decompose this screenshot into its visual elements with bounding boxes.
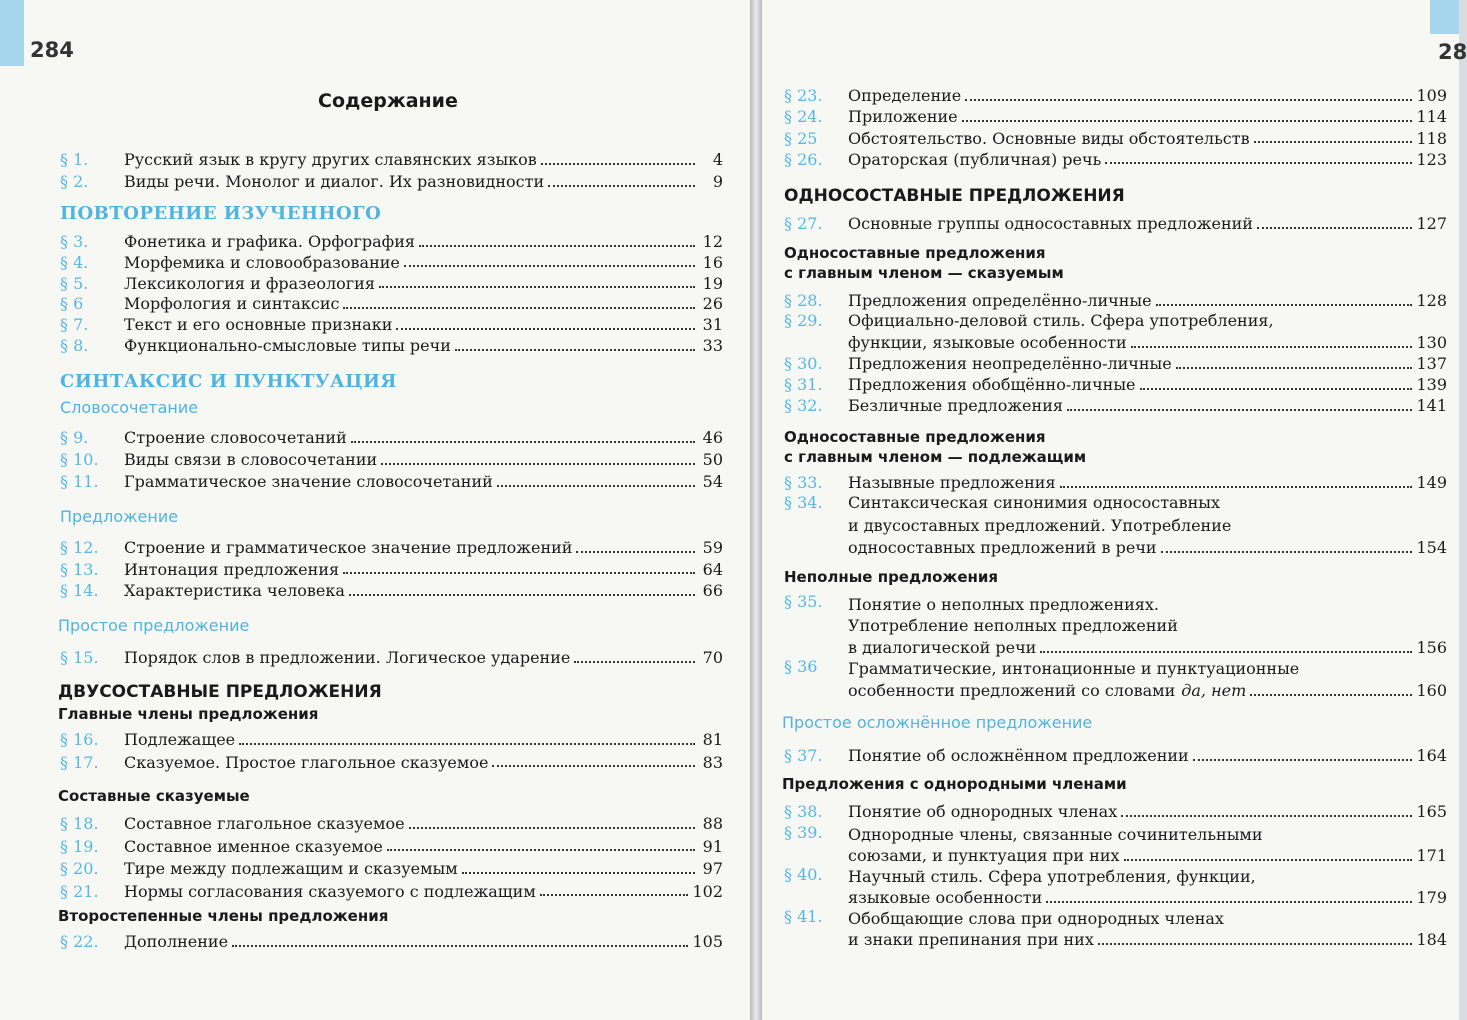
page-number-left: 284 xyxy=(30,38,74,62)
leader-dots xyxy=(497,485,695,487)
page-title: Содержание xyxy=(318,90,458,112)
entry-title-line: односоставных предложений в речи xyxy=(848,538,1157,557)
paragraph-number: § 23. xyxy=(784,86,823,105)
entry-title-line: Синтаксическая синонимия односоставных xyxy=(848,493,1221,512)
entry-title: Строение словосочетаний xyxy=(124,428,347,447)
toc-entry xyxy=(784,801,1447,822)
entry-title: Характеристика человека xyxy=(124,581,345,600)
paragraph-number: § 19. xyxy=(60,836,99,856)
leader-dots xyxy=(379,286,695,288)
entry-title-line: особенности предложений со словами xyxy=(848,681,1176,700)
leader-dots xyxy=(965,99,1412,101)
paragraph-number: § 35. xyxy=(784,592,823,611)
page-ref: 160 xyxy=(1416,681,1447,700)
paragraph-number: § 24. xyxy=(784,107,823,127)
toc-entry xyxy=(60,252,723,273)
paragraph-number: § 30. xyxy=(784,354,823,373)
subsection-main-members: Главные члены предложения xyxy=(58,705,319,723)
paragraph-number: § 18. xyxy=(60,814,99,833)
paragraph-number: § 20. xyxy=(60,859,99,878)
leader-dots xyxy=(1040,651,1412,653)
toc-entry xyxy=(60,647,723,668)
paragraph-number: § 41. xyxy=(784,907,823,926)
page-ref: 179 xyxy=(1416,888,1447,907)
entry-title-line: функции, языковые особенности xyxy=(848,333,1127,352)
leader-dots xyxy=(349,594,695,596)
paragraph-number: § 4. xyxy=(60,252,89,272)
leader-dots xyxy=(455,349,695,351)
page-ref: 165 xyxy=(1416,802,1447,821)
leader-dots xyxy=(1105,162,1412,164)
toc-entry xyxy=(60,314,723,335)
toc-entry xyxy=(784,745,1447,766)
leader-dots xyxy=(351,441,695,443)
toc-entry xyxy=(60,881,723,902)
entry-title: Дополнение xyxy=(124,932,229,951)
leader-dots xyxy=(541,163,695,165)
paragraph-number: § 31. xyxy=(784,375,823,394)
leader-dots xyxy=(409,827,695,829)
page-ref: 88 xyxy=(702,814,723,833)
entry-title: Приложение xyxy=(848,107,958,127)
page-ref: 105 xyxy=(692,932,723,951)
entry-title: Виды связи в словосочетании xyxy=(124,450,378,469)
paragraph-number: § 15. xyxy=(60,648,99,667)
toc-entry xyxy=(60,752,723,773)
entry-title-line: Официально-деловой стиль. Сфера употребления, xyxy=(848,311,1274,330)
entry-title-line: Однородные члены, связанные сочинительными xyxy=(848,825,1263,844)
entry-title: Составное именное сказуемое xyxy=(124,836,383,856)
toc-entry xyxy=(60,471,723,492)
subsection-compound: Составные сказуемые xyxy=(58,787,250,805)
entry-title: Грамматическое значение словосочетаний xyxy=(124,472,493,491)
toc-entry xyxy=(784,213,1447,234)
page-tab-left xyxy=(0,0,24,66)
entry-title-line: и знаки препинания при них xyxy=(848,930,1094,949)
entry-title-line: Обобщающие слова при однородных членах xyxy=(848,909,1224,928)
toc-entry xyxy=(784,85,1447,106)
entry-title: Понятие об осложнённом предложении xyxy=(848,746,1189,765)
page-ref: 54 xyxy=(702,472,723,491)
toc-entry xyxy=(784,472,1447,493)
page-ref: 64 xyxy=(702,559,723,579)
paragraph-number: § 39. xyxy=(784,823,823,842)
page-ref: 9 xyxy=(712,172,723,191)
entry-title: Функционально-смысловые типы речи xyxy=(124,336,451,355)
leader-dots xyxy=(419,245,695,247)
page-tab-right xyxy=(1430,0,1459,34)
entry-title: Назывные предложения xyxy=(848,473,1056,492)
toc-entry xyxy=(784,290,1447,311)
paragraph-number: § 8. xyxy=(60,336,89,355)
paragraph-number: § 6 xyxy=(60,294,84,314)
entry-title: Определение xyxy=(848,86,962,105)
subsection-predicate-1: Односоставные предложения xyxy=(784,244,1046,262)
leader-dots xyxy=(1250,694,1412,696)
paragraph-number: § 26. xyxy=(784,149,823,169)
leader-dots xyxy=(1060,486,1413,488)
page-ref: 139 xyxy=(1416,375,1447,394)
paragraph-number: § 12. xyxy=(60,538,99,557)
page-ref: 31 xyxy=(702,315,723,335)
leader-dots xyxy=(381,463,695,465)
entry-title: Порядок слов в предложении. Логическое ударение xyxy=(124,648,571,667)
paragraph-number: § 11. xyxy=(60,472,99,491)
subsection-phrase: Словосочетание xyxy=(60,398,199,417)
leader-dots xyxy=(387,849,695,851)
leader-dots xyxy=(404,265,695,267)
page-ref: 127 xyxy=(1416,214,1447,233)
toc-entry-last-line xyxy=(848,637,1447,658)
entry-title: Нормы согласования сказуемого с подлежащим xyxy=(124,881,536,901)
entry-title: Фонетика и графика. Орфография xyxy=(124,232,415,251)
paragraph-number: § 13. xyxy=(60,559,99,579)
page-number-right: 28 xyxy=(1438,40,1467,64)
toc-entry-last-line xyxy=(848,537,1447,558)
toc-entry xyxy=(784,106,1447,127)
toc-entry xyxy=(60,858,723,879)
paragraph-number: § 2. xyxy=(60,172,89,191)
entry-title: Интонация предложения xyxy=(124,559,340,579)
section-review: ПОВТОРЕНИЕ ИЗУЧЕННОГО xyxy=(60,203,382,224)
entry-title: Тире между подлежащим и сказуемым xyxy=(124,859,458,878)
page-ref: 70 xyxy=(702,648,723,667)
page-ref: 81 xyxy=(702,730,723,749)
toc-entry xyxy=(60,836,723,857)
leader-dots xyxy=(396,328,695,330)
toc-entry xyxy=(60,231,723,252)
page-ref: 59 xyxy=(702,538,723,557)
leader-dots xyxy=(1124,859,1413,861)
entry-title: Сказуемое. Простое глагольное сказуемое xyxy=(124,752,489,772)
subsection-complicated: Простое осложнённое предложение xyxy=(782,713,1093,732)
paragraph-number: § 28. xyxy=(784,291,823,310)
entry-title-line: и двусоставных предложений. Употребление xyxy=(848,516,1232,535)
leader-dots xyxy=(1098,943,1413,945)
page-ref: 19 xyxy=(702,273,723,293)
entry-title: Подлежащее xyxy=(124,730,236,749)
paragraph-number: § 32. xyxy=(784,396,823,415)
entry-title: Безличные предложения xyxy=(848,396,1063,415)
leader-dots xyxy=(343,572,695,574)
entry-title: Морфемика и словообразование xyxy=(124,252,400,272)
leader-dots xyxy=(1140,388,1413,390)
paragraph-number: § 27. xyxy=(784,214,823,233)
entry-title-line: Употребление неполных предложений xyxy=(848,616,1178,635)
page-ref: 109 xyxy=(1416,86,1447,105)
entry-title: Текст и его основные признаки xyxy=(124,315,393,335)
paragraph-number: § 16. xyxy=(60,730,99,749)
page-ref: 164 xyxy=(1416,746,1447,765)
subsection-sentence: Предложение xyxy=(60,507,179,526)
toc-entry xyxy=(60,293,723,314)
entry-title: Обстоятельство. Основные виды обстоятельств xyxy=(848,128,1250,148)
paragraph-number: § 40. xyxy=(784,865,823,884)
leader-dots xyxy=(239,743,695,745)
page-ref: 66 xyxy=(702,581,723,600)
leader-dots xyxy=(540,894,689,896)
toc-entry xyxy=(784,395,1447,416)
toc-entry-last-line xyxy=(848,680,1447,701)
entry-title-line: союзами, и пунктуация при них xyxy=(848,846,1120,865)
toc-entry xyxy=(60,449,723,470)
toc-entry-last-line xyxy=(848,332,1447,353)
book-gutter xyxy=(750,0,762,1020)
paragraph-number: § 36 xyxy=(784,657,818,676)
paragraph-number: § 25 xyxy=(784,128,818,148)
subsection-homogeneous: Предложения с однородными членами xyxy=(782,775,1127,793)
page-ref: 154 xyxy=(1416,538,1447,557)
page-ref: 4 xyxy=(712,150,723,169)
paragraph-number: § 17. xyxy=(60,752,99,772)
page-ref: 156 xyxy=(1416,638,1447,657)
leader-dots xyxy=(492,765,695,767)
page-ref: 102 xyxy=(692,881,723,901)
leader-dots xyxy=(574,661,695,663)
page-ref: 97 xyxy=(702,859,723,878)
entry-title: Предложения обобщённо-личные xyxy=(848,375,1136,394)
leader-dots xyxy=(1193,759,1413,761)
toc-entry xyxy=(60,537,723,558)
paragraph-number: § 38. xyxy=(784,802,823,821)
subsection-incomplete: Неполные предложения xyxy=(784,568,998,586)
toc-entry xyxy=(60,427,723,448)
leader-dots xyxy=(232,945,688,947)
leader-dots xyxy=(1254,141,1413,143)
paragraph-number: § 14. xyxy=(60,581,99,600)
page-ref: 50 xyxy=(702,450,723,469)
subsection-subject-2: с главным членом — подлежащим xyxy=(784,448,1087,466)
page-ref: 137 xyxy=(1416,354,1447,373)
entry-title: Предложения неопределённо-личные xyxy=(848,354,1172,373)
toc-entry-last-line xyxy=(848,887,1447,908)
paragraph-number: § 5. xyxy=(60,273,89,293)
page-ref: 149 xyxy=(1416,473,1447,492)
page-ref: 26 xyxy=(702,294,723,314)
paragraph-number: § 3. xyxy=(60,232,89,251)
subsection-secondary: Второстепенные члены предложения xyxy=(58,907,389,925)
toc-entry xyxy=(784,353,1447,374)
entry-title: Русский язык в кругу других славянских языков xyxy=(124,150,537,169)
page-ref: 83 xyxy=(702,752,723,772)
entry-title: Основные группы односоставных предложений xyxy=(848,214,1253,233)
leader-dots xyxy=(576,551,695,553)
subsection-subject-1: Односоставные предложения xyxy=(784,428,1046,446)
leader-dots xyxy=(462,872,695,874)
entry-title: Строение и грамматическое значение предложений xyxy=(124,538,573,557)
page-ref: 141 xyxy=(1416,396,1447,415)
toc-entry xyxy=(784,128,1447,149)
entry-title: Составное глагольное сказуемое xyxy=(124,814,405,833)
entry-title: Предложения определённо-личные xyxy=(848,291,1152,310)
paragraph-number: § 10. xyxy=(60,450,99,469)
toc-entry xyxy=(60,559,723,580)
page-ref: 46 xyxy=(702,428,723,447)
entry-title: Виды речи. Монолог и диалог. Их разновидности xyxy=(124,172,545,191)
leader-dots xyxy=(1161,551,1413,553)
paragraph-number: § 29. xyxy=(784,311,823,330)
leader-dots xyxy=(1121,815,1412,817)
section-one-part: ОДНОСОСТАВНЫЕ ПРЕДЛОЖЕНИЯ xyxy=(784,186,1125,206)
page-ref: 128 xyxy=(1416,291,1447,310)
page-ref: 16 xyxy=(702,252,723,272)
leader-dots xyxy=(1046,901,1412,903)
entry-title-line: Понятие о неполных предложениях. xyxy=(848,595,1159,614)
toc-entry xyxy=(60,580,723,601)
toc-entry xyxy=(784,374,1447,395)
paragraph-number: § 21. xyxy=(60,881,99,901)
page-ref: 91 xyxy=(702,836,723,856)
entry-title-line: Научный стиль. Сфера употребления, функции, xyxy=(848,867,1256,886)
page-ref: 12 xyxy=(702,232,723,251)
leader-dots xyxy=(343,307,695,309)
page-ref: 114 xyxy=(1416,107,1447,127)
leader-dots xyxy=(1257,227,1412,229)
page-ref: 123 xyxy=(1416,149,1447,169)
leader-dots xyxy=(1156,304,1413,306)
toc-entry xyxy=(60,931,723,952)
paragraph-number: § 9. xyxy=(60,428,89,447)
page-ref: 33 xyxy=(702,336,723,355)
toc-entry xyxy=(60,335,723,356)
toc-entry xyxy=(60,149,723,170)
toc-entry xyxy=(784,149,1447,170)
entry-title-line: в диалогической речи xyxy=(848,638,1037,657)
entry-title: Ораторская (публичная) речь xyxy=(848,149,1102,169)
entry-title: Лексикология и фразеология xyxy=(124,273,375,293)
paragraph-number: § 37. xyxy=(784,746,823,765)
subsection-simple: Простое предложение xyxy=(58,616,250,635)
toc-entry xyxy=(60,171,723,192)
entry-title-line: Грамматические, интонационные и пунктуационные xyxy=(848,659,1300,678)
toc-entry xyxy=(60,813,723,834)
leader-dots xyxy=(1176,367,1413,369)
paragraph-number: § 1. xyxy=(60,150,89,169)
page-ref: 171 xyxy=(1416,846,1447,865)
entry-title: Морфология и синтаксис xyxy=(124,294,340,314)
toc-entry-last-line xyxy=(848,929,1447,950)
page-ref: 184 xyxy=(1416,930,1447,949)
subsection-predicate-2: с главным членом — сказуемым xyxy=(784,264,1064,282)
paragraph-number: § 33. xyxy=(784,473,823,492)
entry-title-line: языковые особенности xyxy=(848,888,1043,907)
entry-title-italic: да, нет xyxy=(1181,681,1247,700)
toc-entry xyxy=(60,729,723,750)
entry-title: Понятие об однородных членах xyxy=(848,802,1118,821)
leader-dots xyxy=(1067,409,1413,411)
section-syntax: СИНТАКСИС И ПУНКТУАЦИЯ xyxy=(60,371,397,392)
page-ref: 130 xyxy=(1416,333,1447,352)
leader-dots xyxy=(962,120,1413,122)
paragraph-number: § 22. xyxy=(60,932,99,951)
section-two-part: ДВУСОСТАВНЫЕ ПРЕДЛОЖЕНИЯ xyxy=(58,682,382,702)
paragraph-number: § 7. xyxy=(60,315,89,335)
toc-entry xyxy=(60,273,723,294)
toc-entry-last-line xyxy=(848,845,1447,866)
page-ref: 118 xyxy=(1416,128,1447,148)
leader-dots xyxy=(548,185,695,187)
paragraph-number: § 34. xyxy=(784,493,823,512)
leader-dots xyxy=(1131,346,1413,348)
